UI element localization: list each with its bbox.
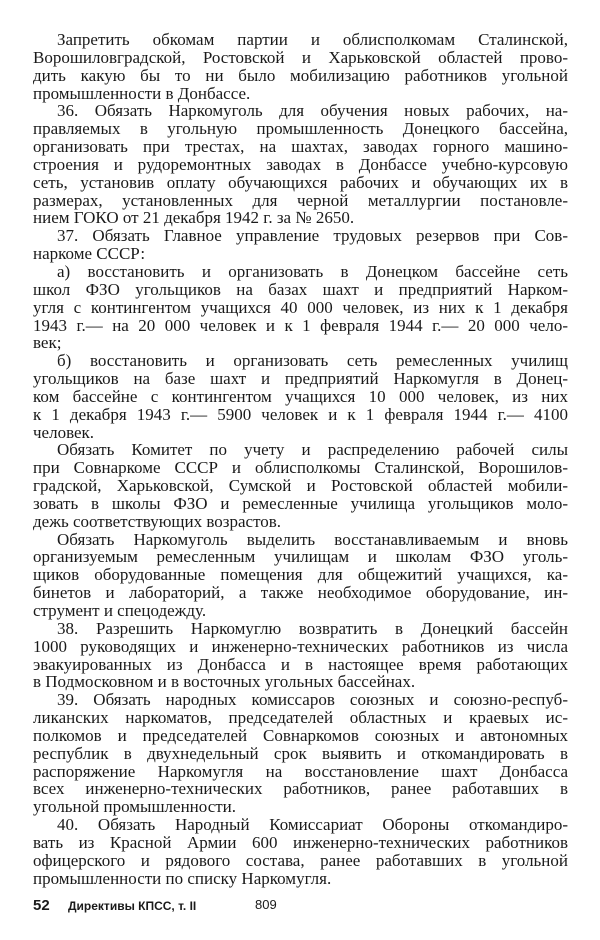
text-line: нием ГОКО от 21 декабря 1942 г. за № 2650. <box>33 208 355 228</box>
text-line: 37. Обязать Главное управление трудовых резервов при Сов- <box>57 226 568 246</box>
text-line: 38. Разрешить Наркомуглю возвратить в Донецкий бассейн <box>57 618 568 638</box>
text-line: дежь соответствующих возрастов. <box>33 511 282 531</box>
text-line: полкомов и председателей Совнаркомов союзных и автономных <box>33 725 568 745</box>
text-line: 1943 г.— на 20 000 человек и к 1 февраля 1944 г.— 20 000 чело- <box>33 315 568 335</box>
text-line: промышленности по списку Наркомугля. <box>33 868 332 888</box>
text-line: угольщиков на базе шахт и предприятий Наркомугля в Донец- <box>33 369 568 389</box>
text-line: наркоме СССР: <box>33 244 146 264</box>
text-line: ликанских наркоматов, председателей областных и краевых ис- <box>33 708 568 728</box>
text-line: щиков оборудованные помещения для общежитий учащихся, ка- <box>33 565 568 585</box>
page-number: 809 <box>255 897 277 912</box>
text-line: сеть, установив оплату обучающихся рабочих и обучающих их в <box>33 172 568 192</box>
text-line: а) восстановить и организовать в Донецком бассейне сеть <box>57 261 568 281</box>
text-line: 39. Обязать народных комиссаров союзных и союзно-респуб- <box>57 690 568 710</box>
text-line: вать из Красной Армии 600 инженерно-технических работников <box>33 832 568 852</box>
document-body <box>33 31 568 888</box>
text-line: градской, Харьковской, Сумской и Ростовской областей мобили- <box>33 476 568 496</box>
text-line: бинетов и лабораторий, а также необходимое оборудование, ин- <box>33 583 568 603</box>
text-line: распоряжение Наркомугля на восстановление шахт Донбасса <box>33 761 568 781</box>
book-title: Директивы КПСС, т. II <box>68 899 197 913</box>
page-footer <box>33 897 573 915</box>
text-line: школ ФЗО угольщиков на базах шахт и предприятий Нарком- <box>33 279 568 299</box>
text-line: всех инженерно-технических работников, ранее работавших в <box>33 779 568 799</box>
text-line: ком бассейне с контингентом учащихся 10 000 человек, из них <box>33 386 568 406</box>
text-line: Обязать Наркомуголь выделить восстанавливаемым и вновь <box>57 529 568 549</box>
text-line: республик в двухнедельный срок выявить и откомандировать в <box>33 743 568 763</box>
text-line: офицерского и рядового состава, ранее работавших в угольной <box>33 850 568 870</box>
text-line: Запретить обкомам партии и облисполкомам Сталинской, <box>57 30 568 49</box>
text-line: организовать при трестах, на шахтах, заводах горного машино- <box>33 137 568 157</box>
text-line: промышленности в Донбассе. <box>33 83 251 103</box>
text-line: Ворошиловградской, Ростовской и Харьковской областей прово- <box>33 47 568 67</box>
text-line: дить какую бы то ни было мобилизацию работников угольной <box>33 65 568 85</box>
text-line: зовать в школы ФЗО и ремесленные училища угольщиков моло- <box>33 493 568 513</box>
signature-mark: 52 <box>33 897 50 914</box>
text-line: при Совнаркоме СССР и облисполкомы Сталинской, Ворошилов- <box>33 458 568 478</box>
text-line: угольной промышленности. <box>33 797 237 817</box>
text-line: размерах, установленных для черной металлургии постановле- <box>33 190 568 210</box>
text-line: строения и рудоремонтных заводах в Донбассе учебно-курсовую <box>33 154 568 174</box>
text-line: правляемых в угольную промышленность Донецкого бассейна, <box>33 119 568 139</box>
text-line: век; <box>33 333 62 353</box>
text-line: б) восстановить и организовать сеть ремесленных училищ <box>57 351 568 371</box>
text-line: 1000 руководящих и инженерно-технических работников из числа <box>33 636 568 656</box>
text-line: в Подмосковном и в восточных угольных бассейнах. <box>33 672 416 692</box>
text-line: к 1 декабря 1943 г.— 5900 человек и к 1 февраля 1944 г.— 4100 <box>33 404 568 424</box>
text-line: человек. <box>33 422 95 442</box>
text-line: 40. Обязать Народный Комиссариат Обороны откомандиро- <box>57 815 568 835</box>
text-line: струмент и спецодежду. <box>33 601 207 620</box>
text-line: эвакуированных из Донбасса и в настоящее время работающих <box>33 654 568 674</box>
text-line: организуемым ремесленным училищам и школам ФЗО уголь- <box>33 547 568 567</box>
text-line: Обязать Комитет по учету и распределению рабочей силы <box>57 440 568 460</box>
text-line: 36. Обязать Наркомуголь для обучения новых рабочих, на- <box>57 101 568 121</box>
text-line: угля с контингентом учащихся 40 000 человек, из них к 1 декабря <box>33 297 568 317</box>
